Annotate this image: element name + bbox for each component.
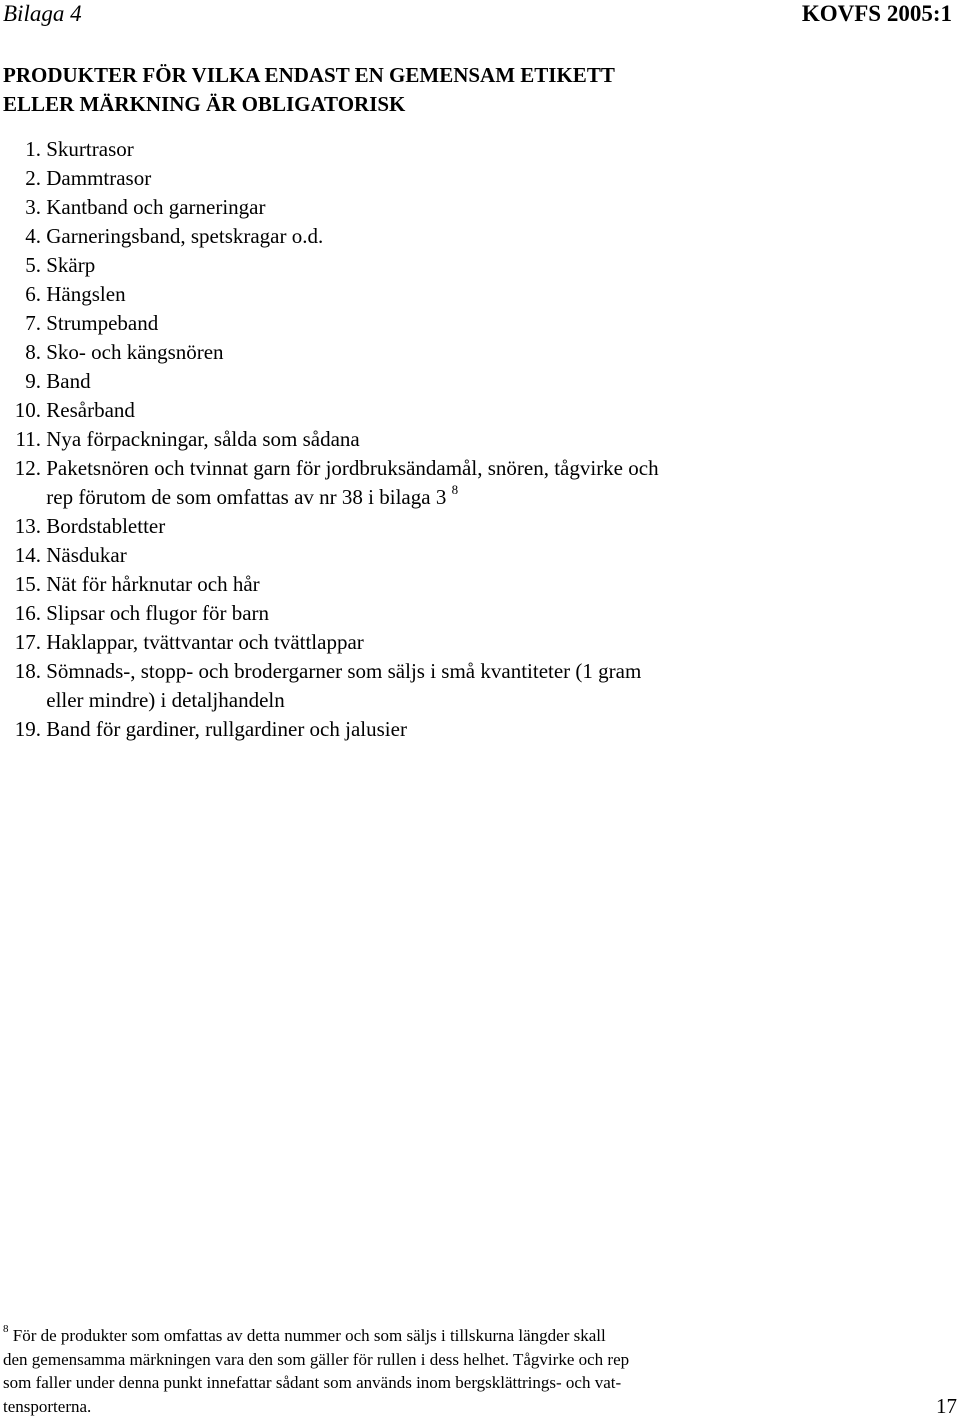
item-text-line-1: Paketsnören och tvinnat garn för jordbruksändamål, snören, tågvirke och bbox=[46, 456, 659, 480]
item-number: 5. bbox=[25, 253, 41, 277]
footnote-marker: 8 bbox=[3, 1323, 9, 1336]
item-number: 3. bbox=[25, 195, 41, 219]
list-item bbox=[3, 657, 659, 715]
list-item bbox=[3, 338, 659, 367]
list-item bbox=[3, 193, 659, 222]
page-number: 17 bbox=[936, 1394, 957, 1418]
item-text: Band bbox=[46, 369, 91, 393]
list-item bbox=[3, 599, 659, 628]
item-text: Bordstabletter bbox=[46, 514, 166, 538]
item-text: Nät för hårknutar och hår bbox=[46, 572, 260, 596]
list-item bbox=[3, 280, 659, 309]
item-number: 16. bbox=[14, 601, 41, 625]
list-item bbox=[3, 222, 659, 251]
footnote-line-3: som faller under denna punkt innefattar sådant som används inom bergsklättrings- och vat- bbox=[3, 1373, 622, 1392]
item-number: 1. bbox=[25, 137, 41, 161]
list-item bbox=[3, 367, 659, 396]
item-number: 13. bbox=[14, 514, 41, 538]
list-item bbox=[3, 251, 659, 280]
item-text: Garneringsband, spetskragar o.d. bbox=[46, 224, 324, 248]
item-text-line-2: eller mindre) i detaljhandeln bbox=[46, 688, 285, 712]
list-item bbox=[3, 541, 659, 570]
item-text: Strumpeband bbox=[46, 311, 159, 335]
item-text: Näsdukar bbox=[46, 543, 127, 567]
item-text: Nya förpackningar, sålda som sådana bbox=[46, 427, 360, 451]
item-text bbox=[46, 657, 641, 715]
page-title-line-2: ELLER MÄRKNING ÄR OBLIGATORISK bbox=[3, 92, 406, 116]
item-number: 4. bbox=[25, 224, 41, 248]
list-item bbox=[3, 396, 659, 425]
item-number: 18. bbox=[14, 659, 41, 683]
item-text-line-2 bbox=[46, 483, 658, 512]
item-text: Skurtrasor bbox=[46, 137, 134, 161]
item-number: 10. bbox=[14, 398, 41, 422]
item-number: 17. bbox=[14, 630, 41, 654]
list-item bbox=[3, 135, 659, 164]
item-text: Haklappar, tvättvantar och tvättlappar bbox=[46, 630, 364, 654]
footnote-line-1 bbox=[3, 1324, 629, 1348]
item-text: Resårband bbox=[46, 398, 135, 422]
product-list bbox=[3, 135, 659, 744]
footnote-reference: 8 bbox=[451, 482, 459, 497]
item-number: 8. bbox=[25, 340, 41, 364]
item-text: Skärp bbox=[46, 253, 96, 277]
item-number: 14. bbox=[14, 543, 41, 567]
item-text: Kantband och garneringar bbox=[46, 195, 266, 219]
list-item bbox=[3, 425, 659, 454]
list-item bbox=[3, 164, 659, 193]
page-title bbox=[3, 61, 615, 119]
item-text: Slipsar och flugor för barn bbox=[46, 601, 270, 625]
list-item bbox=[3, 570, 659, 599]
item-number: 9. bbox=[25, 369, 41, 393]
item-text: Band för gardiner, rullgardiner och jalusier bbox=[46, 717, 407, 741]
page-title-line-1: PRODUKTER FÖR VILKA ENDAST EN GEMENSAM ETIKETT bbox=[3, 63, 615, 87]
footnote bbox=[3, 1324, 629, 1418]
item-text: Sko- och kängsnören bbox=[46, 340, 224, 364]
item-text-line-1: Sömnads-, stopp- och brodergarner som säljs i små kvantiteter (1 gram bbox=[46, 659, 642, 683]
list-item bbox=[3, 454, 659, 512]
item-number: 19. bbox=[14, 717, 41, 741]
footnote-line-1-text: För de produkter som omfattas av detta nummer och som säljs i tillskurna längder skall bbox=[8, 1326, 606, 1345]
item-text-line-2-body: rep förutom de som omfattas av nr 38 i bilaga 3 bbox=[46, 485, 447, 509]
item-number: 12. bbox=[14, 456, 41, 480]
list-item bbox=[3, 512, 659, 541]
item-text bbox=[46, 454, 658, 512]
item-number: 11. bbox=[15, 427, 41, 451]
item-number: 2. bbox=[25, 166, 41, 190]
item-number: 7. bbox=[25, 311, 41, 335]
item-text: Hängslen bbox=[46, 282, 126, 306]
regulation-code: KOVFS 2005:1 bbox=[801, 1, 952, 26]
item-number: 6. bbox=[25, 282, 41, 306]
item-number: 15. bbox=[14, 572, 41, 596]
annex-label: Bilaga 4 bbox=[3, 1, 82, 26]
list-item bbox=[3, 628, 659, 657]
list-item bbox=[3, 309, 659, 338]
footnote-line-2: den gemensamma märkningen vara den som gäller för rullen i dess helhet. Tågvirke och rep bbox=[3, 1349, 630, 1369]
item-text: Dammtrasor bbox=[46, 166, 152, 190]
list-item bbox=[3, 715, 659, 744]
footnote-line-4: tensporterna. bbox=[3, 1396, 92, 1416]
